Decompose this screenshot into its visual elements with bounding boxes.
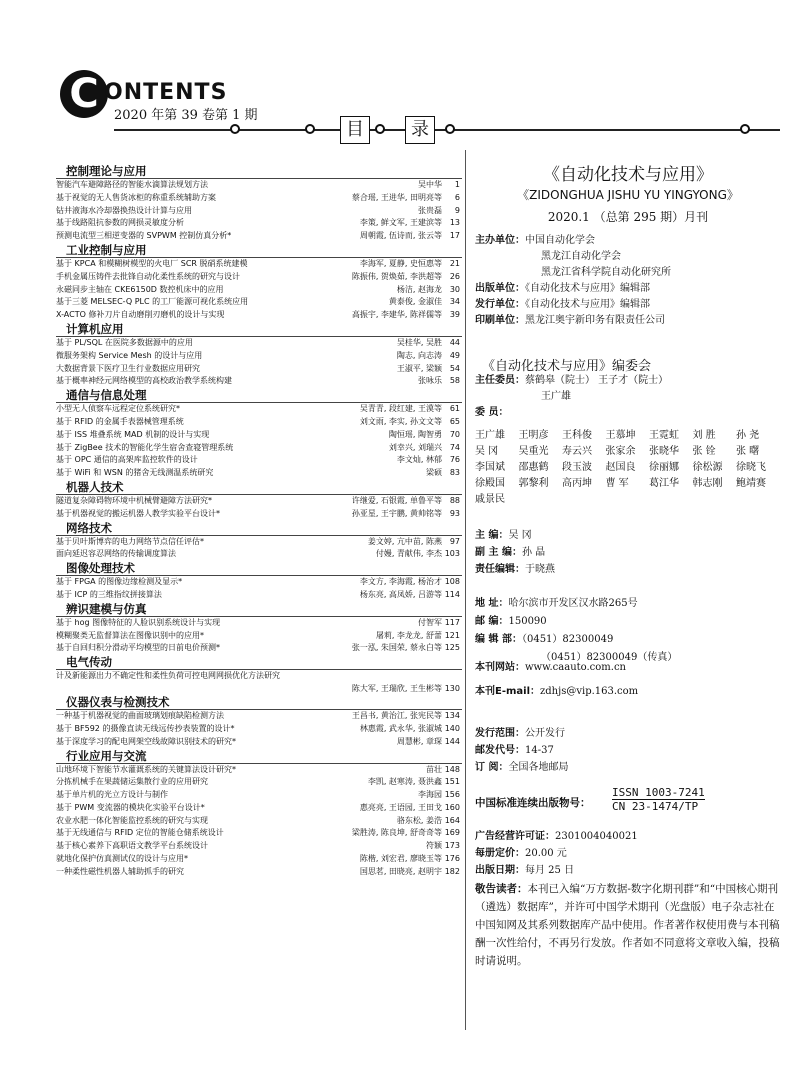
committee-member: 郭黎利 xyxy=(518,478,549,489)
chief-editor: 吴 冈 xyxy=(508,530,532,541)
toc-entry-authors: 刘幸兴, 刘瑞兴 xyxy=(388,442,442,452)
serial-label xyxy=(475,795,591,811)
committee-member: 赵国良 xyxy=(605,462,636,473)
toc-entry-title: 面向延迟容忍网络的传输调度算法 xyxy=(56,549,176,559)
toc-entry-page: 1 xyxy=(454,180,460,189)
toc-entry-page: 144 xyxy=(444,736,460,746)
toc-entry-authors: 张一泓, 朱国荣, 蔡永白等 xyxy=(351,643,442,653)
toc-entry[interactable] xyxy=(56,309,462,322)
address: 哈尔滨市开发区汉水路265号 xyxy=(508,598,638,609)
toc-section-heading xyxy=(56,322,462,337)
toc-entry-title: 基于三菱 MELSEC-Q PLC 的工厂能源可视化系统应用 xyxy=(56,297,249,307)
toc-entry-page: 9 xyxy=(454,205,460,215)
toc-entry[interactable] xyxy=(56,403,462,416)
toc-entry-page: 130 xyxy=(444,683,460,693)
toc-entry-authors: 陈楷, 刘宏君, 廖晓玉等 xyxy=(359,854,442,864)
toc-entry-page: 148 xyxy=(444,764,460,774)
toc-entry-authors: 林惠霞, 武永华, 张淑城 xyxy=(359,723,442,733)
toc-entry[interactable] xyxy=(56,296,462,309)
toc-section-title: 行业应用与交流 xyxy=(66,748,147,763)
committee-member: 高丙坤 xyxy=(562,478,592,489)
toc-entry-page: 93 xyxy=(449,508,460,518)
committee-member: 王霓虹 xyxy=(649,430,679,441)
toc-entry[interactable] xyxy=(56,337,462,350)
sponsor-3: 黑龙江省科学院自动化研究所 xyxy=(541,267,671,278)
toc-entry[interactable] xyxy=(56,205,462,218)
toc-entry[interactable] xyxy=(56,179,462,192)
toc-entry-authors: 吴桂华, 吴胜 xyxy=(396,337,442,347)
toc-entry[interactable] xyxy=(56,576,462,589)
toc-section-heading xyxy=(56,695,462,710)
office-phone: （0451）82300049 xyxy=(521,634,614,645)
toc-entry-page: 121 xyxy=(444,630,460,640)
toc-section-heading xyxy=(56,521,462,536)
toc-entry-page: 88 xyxy=(449,495,460,505)
cn-number: CN 23-1474/TP xyxy=(612,800,699,813)
toc-entry[interactable] xyxy=(56,495,462,508)
toc-entry-authors: 吴中华 xyxy=(418,180,442,189)
toc-entry-page: 114 xyxy=(444,589,460,599)
toc-section-title: 机器人技术 xyxy=(66,479,124,494)
contents-heading: ONTENTS xyxy=(104,80,228,105)
toc-entry-title: 农业水肥一体化智能监控系统的研究与实现 xyxy=(56,815,208,825)
sponsor-label: 主办单位： xyxy=(475,235,525,246)
header-dot-4 xyxy=(445,124,455,134)
sponsor-1: 中国自动化学会 xyxy=(525,235,595,246)
toc-entry-authors: 梁胜涛, 陈良坤, 舒奇奇等 xyxy=(351,828,442,838)
toc-entry-title: 基于机器视觉的搬运机器人教学实验平台设计* xyxy=(56,508,220,518)
toc-entry[interactable] xyxy=(56,776,462,789)
toc-entry-authors: 李文灿, 林郁 xyxy=(396,455,442,465)
journal-pinyin-title: 《ZIDONGHUA JISHU YU YINGYONG》 xyxy=(517,188,739,202)
toc-entry-authors: 付智军 xyxy=(418,617,442,627)
toc-entry-title: 基于单片机的光立方设计与制作 xyxy=(56,790,168,800)
editors-block xyxy=(475,527,555,578)
publisher-label: 出版单位： xyxy=(475,283,525,294)
toc-entry-authors: 高振宇, 李建华, 陈祥儒等 xyxy=(351,310,442,320)
toc-entry[interactable] xyxy=(56,230,462,243)
header-dot-1 xyxy=(230,124,240,134)
committee-member: 葛江华 xyxy=(649,478,679,489)
toc-entry-title: 基于 ICP 的三维指纹拼接算法 xyxy=(56,589,162,599)
toc-entry-authors: 王淑平, 梁颖 xyxy=(396,363,442,373)
toc-section-title: 计算机应用 xyxy=(66,321,124,336)
toc-entry-authors: 李海军, 夏静, 史恒惠等 xyxy=(359,258,442,268)
toc-entry-page: 103 xyxy=(444,549,460,559)
toc-entry-title: 基于 ZigBee 技术的智能化学生宿舍查寝管理系统 xyxy=(56,442,234,452)
contents-logo-c: C xyxy=(60,70,108,118)
toc-entry-page: 125 xyxy=(444,643,460,653)
toc-entry-authors: 骆东松, 姜浩 xyxy=(396,815,442,825)
toc-entry-title: 基于概率神经元网络模型的高校政治教学系统构建 xyxy=(56,376,232,386)
issn: ISSN 1003-7241 xyxy=(612,786,705,799)
toc-entry-page: 30 xyxy=(449,284,460,294)
toc-entry-page: 151 xyxy=(444,777,460,787)
publisher: 《自动化技术与应用》编辑部 xyxy=(525,283,650,294)
committee-member: 李国斌 xyxy=(475,462,505,473)
responsible-editor: 于晓燕 xyxy=(525,564,555,575)
toc-entry-title: 隧道复杂障碍物环境中机械臂避障方法研究* xyxy=(56,495,212,505)
serial-label-text: 中国标准连续出版物号： xyxy=(475,797,591,809)
toc-entry-authors: 周朝霞, 伍诗而, 张云等 xyxy=(359,231,442,241)
toc-entry-title: 计及新能源出力不确定性和柔性负荷可控电网网损优化方法研究 xyxy=(56,671,280,681)
distribution-range: 公开发行 xyxy=(525,728,565,739)
members-label: 委 员： xyxy=(475,407,509,418)
header-dot-2 xyxy=(305,124,315,134)
toc-entry-page: 83 xyxy=(449,468,460,478)
sponsor-2: 黑龙江自动化学会 xyxy=(541,251,621,262)
postal-code: 14-37 xyxy=(525,745,554,756)
toc-entry-authors: 陶恒瑶, 陶智勇 xyxy=(388,429,442,439)
toc-entry-authors: 梁硕 xyxy=(426,468,442,478)
toc-section-heading xyxy=(56,655,462,670)
email-link[interactable]: zdhjs@vip.163.com xyxy=(540,686,639,697)
serial-numbers xyxy=(612,786,705,813)
toc-entry-authors: 苗壮 xyxy=(426,764,442,774)
toc-entry-page: 39 xyxy=(449,310,460,320)
committee-member: 王明彦 xyxy=(518,430,549,441)
toc-section-title: 控制理论与应用 xyxy=(66,164,147,178)
toc-entry-title: 永磁同步主轴在 CKE6150D 数控机床中的应用 xyxy=(56,284,224,294)
toc-section-title: 通信与信息处理 xyxy=(66,388,147,403)
ad-license-label: 广告经营许可证： xyxy=(475,831,555,842)
toc-entry-authors: 付嫚, 青献伟, 李杰 xyxy=(375,549,442,559)
toc-entry-title: 就地化保护仿真测试仪的设计与应用* xyxy=(56,854,188,864)
toc-entry-authors: 符颖 xyxy=(426,841,442,851)
toc-entry[interactable] xyxy=(56,840,462,853)
toc-entry-title: 小型无人侦察车远程定位系统研究* xyxy=(56,404,180,414)
toc-entry-page: 65 xyxy=(449,416,460,426)
toc-entry-authors: 刘文雨, 李实, 孙文文等 xyxy=(359,416,442,426)
toc-entry-authors: 陶志, 向志涛 xyxy=(396,350,442,360)
committee-member: 邵惠鹤 xyxy=(518,462,549,473)
toc-section-heading xyxy=(56,749,462,764)
toc-entry[interactable] xyxy=(56,284,462,297)
distributor-label: 发行单位： xyxy=(475,299,525,310)
toc-entry-title: 基于 KPCA 和模糊树模型的火电厂 SCR 脱硝系统建模 xyxy=(56,258,248,268)
toc-entry[interactable] xyxy=(56,548,462,561)
toc-entry-authors: 杨东亮, 高凤娇, 吕游等 xyxy=(359,589,442,599)
toc-section-heading xyxy=(56,243,462,258)
ad-license: 2301004040021 xyxy=(555,831,638,842)
toc-entry-authors: 张咏乐 xyxy=(418,376,442,386)
notice-label: 敬告读者： xyxy=(475,883,528,895)
toc-entry-title: 基于深度学习的配电网架空线故障识别技术的研究* xyxy=(56,736,236,746)
subscribe-label: 订 阅： xyxy=(475,762,509,773)
toc-entry-authors: 黄泰俊, 金淑佳 xyxy=(388,297,442,307)
committee-member: 张晓华 xyxy=(649,446,679,457)
toc-entry-page: 70 xyxy=(449,429,460,439)
toc-entry-title: 基于线路阻抗参数的网损灵敏度分析 xyxy=(56,218,184,228)
committee-members xyxy=(475,428,780,508)
toc-entry[interactable] xyxy=(56,271,462,284)
toc-entry[interactable] xyxy=(56,454,462,467)
toc-entry-title: 基于 hog 图像特征的人脸识别系统设计与实现 xyxy=(56,617,221,627)
committee-member: 张 曙 xyxy=(736,446,760,457)
toc-entry-page: 176 xyxy=(444,854,460,864)
toc-entry[interactable] xyxy=(56,764,462,777)
toc-entry-page: 26 xyxy=(449,271,460,281)
table-of-contents xyxy=(56,164,462,879)
toc-entry-page: 164 xyxy=(444,815,460,825)
printer: 黑龙江奥宇新印务有限责任公司 xyxy=(525,315,665,326)
toc-entry-page: 117 xyxy=(444,617,460,627)
deputy-editor: 孙 晶 xyxy=(521,547,546,558)
toc-entry-authors: 李海园 xyxy=(418,790,442,800)
toc-entry[interactable] xyxy=(56,363,462,376)
committee-member: 徐松源 xyxy=(692,462,723,473)
mulu-char-1: 目 xyxy=(340,116,370,144)
journal-title: 《自动化技术与应用》 xyxy=(543,165,713,185)
committee-member: 戚景民 xyxy=(475,494,505,505)
toc-entry[interactable] xyxy=(56,467,462,480)
toc-entry[interactable] xyxy=(56,815,462,828)
toc-entry[interactable] xyxy=(56,429,462,442)
toc-entry[interactable] xyxy=(56,442,462,455)
toc-entry-authors: 王昌书, 黄治江, 张宪民等 xyxy=(351,711,442,721)
committee-member: 鲍靖赛 xyxy=(736,478,766,489)
address-label: 地 址： xyxy=(475,598,509,609)
toc-entry[interactable] xyxy=(56,416,462,429)
toc-entry[interactable] xyxy=(56,789,462,802)
toc-entry-title: 基于 WiFi 和 WSN 的猪舍无线测温系统研究 xyxy=(56,468,214,478)
publish-date: 每月 25 日 xyxy=(525,865,575,876)
toc-entry-page: 61 xyxy=(449,404,460,414)
toc-entry-page: 169 xyxy=(444,828,460,838)
toc-entry-authors: 国思茗, 田晓亮, 赵明宇 xyxy=(359,866,442,876)
toc-entry-authors: 张贵磊 xyxy=(418,205,442,215)
toc-entry-authors: 惠亮亮, 王语园, 王田戈 xyxy=(359,802,442,812)
toc-entry-page: 76 xyxy=(449,455,460,465)
toc-entry-title: 基于视觉的无人售货冰柜的称重系统辅助方案 xyxy=(56,192,216,202)
distribution-block xyxy=(475,725,568,776)
toc-entry[interactable] xyxy=(56,827,462,840)
toc-entry-page: 156 xyxy=(444,790,460,800)
toc-entry[interactable] xyxy=(56,589,462,602)
toc-entry-page: 34 xyxy=(449,297,460,307)
toc-entry-title: 基于核心素养下高职语文教学平台系统设计 xyxy=(56,841,208,851)
toc-entry-page: 13 xyxy=(449,218,460,228)
director-label: 主任委员： xyxy=(475,375,525,386)
toc-entry-authors: 周慧彬, 章琛 xyxy=(396,736,442,746)
toc-entry-title: 大数据背景下医疗卫生行业数据应用研究 xyxy=(56,363,200,373)
toc-entry[interactable] xyxy=(56,802,462,815)
notice-text: 本刊已入编“万方数据-数字化期刊群”和“中国核心期刊（遴选）数据库”，并许可中国学术期刊（光盘版）电子杂志社在中国知网及其系列数据库产品中使用。作者著作权使用费与本刊稿酬一次性给付，不再另行发放。作者如不同意将文章收入编，投稿时请说明。 xyxy=(475,883,780,967)
committee-member: 刘 胜 xyxy=(692,430,716,441)
toc-entry-title: 基于 FPGA 的图像边缘检测及显示* xyxy=(56,577,183,587)
printer-label: 印刷单位： xyxy=(475,315,525,326)
issue-line: 2020 年第 39 卷第 1 期 xyxy=(114,108,258,123)
deputy-editor-label: 副 主 编： xyxy=(475,547,522,558)
reader-notice xyxy=(475,880,781,970)
toc-entry-page: 58 xyxy=(449,376,460,386)
toc-section-title: 仪器仪表与检测技术 xyxy=(66,695,170,710)
committee-member: 张家余 xyxy=(605,446,636,457)
toc-entry-title: 基于 OPC 通信的高架库监控软件的设计 xyxy=(56,455,198,465)
committee-member: 徐丽娜 xyxy=(649,462,679,473)
publish-date-label: 出版日期： xyxy=(475,865,525,876)
committee-member: 王慕坤 xyxy=(605,430,636,441)
toc-entry-authors: 李文方, 李海霞, 杨治才 xyxy=(359,577,442,587)
committee-member: 孙 尧 xyxy=(736,430,760,441)
subscribe: 全国各地邮局 xyxy=(508,762,569,773)
mulu-char-2: 录 xyxy=(405,116,435,144)
toc-entry[interactable] xyxy=(56,192,462,205)
toc-entry-title: 基于贝叶斯博弈的电力网络节点信任评估* xyxy=(56,536,204,546)
price: 20.00 元 xyxy=(525,848,567,859)
header-dot-3 xyxy=(375,124,385,134)
toc-section-title: 网络技术 xyxy=(66,520,112,535)
toc-entry-page: 49 xyxy=(449,350,460,360)
office-label: 编 辑 部： xyxy=(475,634,522,645)
toc-entry-page: 21 xyxy=(449,258,460,268)
toc-entry-authors: 李凯, 赵寒涛, 聂洪鑫 xyxy=(367,777,442,787)
committee-member: 韩志刚 xyxy=(692,478,723,489)
toc-entry-title: 基于自回归积分滑动平均模型的日前电价预测* xyxy=(56,643,220,653)
email-label: 本刊E-mail： xyxy=(475,686,541,697)
toc-section-heading xyxy=(56,164,462,179)
toc-entry-title: 基于 PWM 变流器的模块化实验平台设计* xyxy=(56,802,205,812)
toc-entry[interactable] xyxy=(56,710,462,723)
website-label: 本刊网站： xyxy=(475,662,525,673)
sponsor-block xyxy=(475,233,671,329)
toc-section-heading xyxy=(56,561,462,576)
committee-member: 寿云兴 xyxy=(562,446,592,457)
toc-section-title: 电气传动 xyxy=(66,655,112,670)
toc-entry-page: 182 xyxy=(444,866,460,876)
toc-entry-title: 智能汽车避障路径的智能水滴算法规划方法 xyxy=(56,180,208,189)
toc-entry-title: 模糊聚类无监督算法在图像识别中的应用* xyxy=(56,630,204,640)
price-label: 每册定价： xyxy=(475,848,525,859)
directors: 蔡鹤皋（院士） 王子才（院士） xyxy=(525,375,669,386)
toc-entry-page: 17 xyxy=(449,231,460,241)
committee-member: 徐晓飞 xyxy=(736,462,766,473)
toc-entry-title: 分拣机械手在果蔬储运集散行业的应用研究 xyxy=(56,777,208,787)
toc-entry[interactable] xyxy=(56,350,462,363)
toc-section-heading xyxy=(56,602,462,617)
committee-member: 曹 军 xyxy=(605,478,629,489)
committee-member: 王科俊 xyxy=(562,430,592,441)
toc-entry[interactable] xyxy=(56,853,462,866)
toc-entry-title: 基于无线通信与 RFID 定位的智能仓储系统设计 xyxy=(56,828,224,838)
committee-heading: 《自动化技术与应用》编委会 xyxy=(482,359,652,374)
toc-entry-title: 基于 RFID 的金属手表器械管理系统 xyxy=(56,416,184,426)
toc-entry-authors: 杨洁, 赵海龙 xyxy=(396,284,442,294)
committee-member: 徐殿国 xyxy=(475,478,505,489)
distributor: 《自动化技术与应用》编辑部 xyxy=(525,299,650,310)
toc-section-heading xyxy=(56,388,462,403)
director-extra: 王广雄 xyxy=(541,391,571,402)
toc-section-title: 图像处理技术 xyxy=(66,561,135,576)
toc-entry-authors: 蔡合瑶, 王进华, 田明亮等 xyxy=(351,192,442,202)
toc-entry-title: 微服务架构 Service Mesh 的设计与应用 xyxy=(56,350,203,360)
toc-entry-title: 一种基于机器视觉的曲面玻璃划痕缺陷检测方法 xyxy=(56,711,224,721)
toc-entry-page: 74 xyxy=(449,442,460,452)
toc-entry-authors: 孙亚星, 王宇鹏, 黄帅铭等 xyxy=(351,508,442,518)
toc-entry-authors: 陈大军, 王瑞欣, 王生彬等 xyxy=(351,683,442,693)
committee-member: 王广雄 xyxy=(475,430,505,441)
toc-entry[interactable] xyxy=(56,375,462,388)
range-label: 发行范围： xyxy=(475,728,525,739)
toc-entry-page: 108 xyxy=(444,577,460,587)
toc-entry-page: 6 xyxy=(454,192,460,202)
column-divider xyxy=(465,150,466,1030)
toc-entry-title: 手机金属压铸件去批锋自动化柔性系统的研究与设计 xyxy=(56,271,240,281)
responsible-editor-label: 责任编辑： xyxy=(475,564,525,575)
toc-entry-page: 134 xyxy=(444,711,460,721)
toc-entry-authors: 陈振伟, 贺焕茹, 李洪超等 xyxy=(351,271,442,281)
toc-entry[interactable] xyxy=(56,642,462,655)
toc-entry[interactable] xyxy=(56,536,462,549)
toc-entry-authors: 吴青青, 段红建, 王漠等 xyxy=(359,404,442,414)
toc-entry-page: 140 xyxy=(444,723,460,733)
toc-entry-title: 预测电流型三相逆变器的 SVPWM 控制仿真分析* xyxy=(56,231,232,241)
toc-entry-page: 54 xyxy=(449,363,460,373)
committee-member: 张 铨 xyxy=(692,446,716,457)
header-dot-5 xyxy=(740,124,750,134)
toc-entry-authors: 屠莉, 李龙龙, 舒蕾 xyxy=(375,630,442,640)
toc-entry[interactable] xyxy=(56,723,462,736)
toc-entry-title: 基于 PL/SQL 在医院多数据源中的应用 xyxy=(56,337,193,347)
toc-entry-title: X-ACTO 修补刀片自动磨削刃磨机的设计与实现 xyxy=(56,310,225,320)
journal-issue: 2020.1 （总第 295 期）月刊 xyxy=(547,210,709,224)
committee-director-block xyxy=(475,373,668,421)
toc-entry-title: 基于 ISS 堆叠系统 MAD 机制的设计与实现 xyxy=(56,429,210,439)
toc-entry-title: 一种柔性磁性机器人辅助抓手的研究 xyxy=(56,866,184,876)
misc-block xyxy=(475,828,638,879)
toc-entry-page: 173 xyxy=(444,841,460,851)
toc-entry-title: 山地环境下智能节水灌溉系统的关键算法设计研究* xyxy=(56,764,236,774)
toc-entry[interactable] xyxy=(56,217,462,230)
toc-section-title: 工业控制与应用 xyxy=(66,242,147,257)
toc-entry[interactable] xyxy=(56,736,462,749)
toc-entry-page: 44 xyxy=(449,337,460,347)
website-link[interactable]: www.caauto.com.cn xyxy=(525,662,627,673)
web-block xyxy=(475,656,638,704)
toc-entry-title: 基于 BF592 的摄像直读无线远传抄表装置的设计* xyxy=(56,723,235,733)
toc-entry[interactable] xyxy=(56,670,462,695)
committee-member: 吴重光 xyxy=(518,446,549,457)
chief-editor-label: 主 编： xyxy=(475,530,509,541)
toc-entry[interactable] xyxy=(56,617,462,630)
postcode-label: 邮 编： xyxy=(475,616,509,627)
toc-entry[interactable] xyxy=(56,258,462,271)
postcode: 150090 xyxy=(508,616,547,627)
toc-entry[interactable] xyxy=(56,866,462,879)
toc-entry-page: 97 xyxy=(449,536,460,546)
committee-member: 段玉波 xyxy=(562,462,592,473)
committee-member: 吴 冈 xyxy=(475,446,499,457)
toc-section-heading xyxy=(56,480,462,495)
postal-code-label: 邮发代号： xyxy=(475,745,525,756)
office-fax: （0451）82300049（传真） xyxy=(541,652,678,663)
toc-entry-authors: 许继爱, 石银霞, 单鲁平等 xyxy=(351,495,442,505)
toc-entry-authors: 李策, 鲜文军, 王建滨等 xyxy=(359,218,442,228)
toc-entry-page: 160 xyxy=(444,802,460,812)
toc-entry-title: 钻井液海水冷却器换热设计计算与应用 xyxy=(56,205,192,215)
toc-entry-authors: 姜文婷, 亢中苗, 陈燕 xyxy=(367,536,442,546)
toc-section-title: 辨识建模与仿真 xyxy=(66,601,147,616)
toc-entry[interactable] xyxy=(56,508,462,521)
toc-entry[interactable] xyxy=(56,630,462,643)
